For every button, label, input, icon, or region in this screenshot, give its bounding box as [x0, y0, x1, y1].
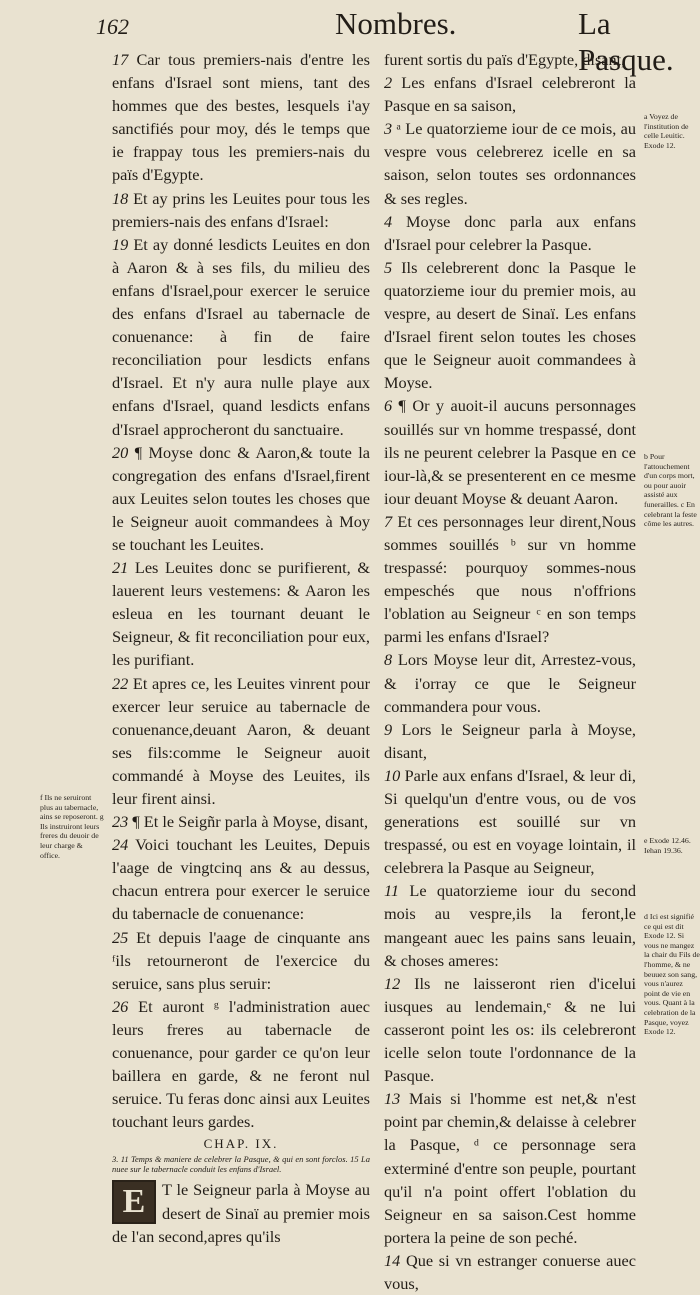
verse: 11 Le quatorzieme iour du second mois au vespre,ils la feront,le mangeant auec les pains sans leuain, & choses ameres: — [384, 881, 636, 970]
right-column — [384, 48, 636, 1295]
verse: 8 Lors Moyse leur dit, Arrestez-vous, & i'orray ce que le Seigneur commandera pour vous. — [384, 650, 636, 716]
verse: 12 Ils ne laisseront rien d'icelui iusques au lendemain,ᵉ & ne lui casseront point les os: ils celebreront icelle selon toute l'ordonnance de la Pasque. — [384, 973, 636, 1086]
dropcap-initial: E — [112, 1180, 156, 1224]
verse: furent sortis du païs d'Egypte, disant, — [384, 50, 626, 69]
chapter-heading: CHAP. IX. — [203, 1136, 279, 1152]
running-title: La Pasque. — [578, 6, 674, 77]
verse: 19 Et ay donné lesdicts Leuites en don à Aaron & à ses fils, du milieu des enfans d'Israel,pour exercer le seruice des enfans d'Israel au tabernacle de conuenance: à fin de faire reconciliation pour lesdicts enfans d'Israel. Et n'y aura nulle playe aux enfans d'Israel, quand lesdicts enfans d'Israel approcheront du sanctuaire. — [112, 234, 370, 439]
verse: 13 Mais si l'homme est net,& n'est point par chemin,& delaisse à celebrer la Pasque, ᵈ ce personnage sera exterminé d'entre son peuple, pourtant qu'il n'a point offert l'oblation du Seigneur en sa saison.Cest homme portera la peine de son peché. — [384, 1089, 636, 1247]
margin-note-right: b Pour l'attouchement d'un corps mort, ou pour auoir assisté aux funerailles. c En celebrant la feste cõme les autres. — [644, 452, 697, 529]
verse: 10 Parle aux enfans d'Israel, & leur di, Si quelqu'un d'entre vous, ou de vos generations est souillé sur vn trespassé, ou est en voyage lointain, il celebrera la Pasque au Seigneur, — [384, 765, 636, 878]
verse: 24 Voici touchant les Leuites, Depuis l'aage de vingtcinq ans & au dessus, chacun entrera pour exercer le seruice du tabernacle de conuenance: — [112, 835, 370, 924]
left-column — [112, 48, 370, 1248]
page-number: 162 — [96, 14, 129, 39]
verse: 17 Car tous premiers-nais d'entre les enfans d'Israel sont miens, tant des hommes que des bestes, lesquels i'ay sanctifiés pour moy, dés le temps que ie frappay tous les premiers-nais du païs d'Egypte. — [112, 50, 370, 185]
chapter-summary: 3. 11 Temps & maniere de celebrer la Pasque, & qui en sont forclos. 15 La nuee sur le tabernacle conduit les enfans d'Israel. — [112, 1154, 370, 1175]
margin-note-right: e Exode 12.46. Iehan 19.36. — [644, 836, 691, 855]
verse: 3 ᵃ Le quatorzieme iour de ce mois, au vespre vous celebrerez icelle en sa saison, selon toutes ses ordonnances & ses regles. — [384, 119, 636, 208]
verse: 20 ¶ Moyse donc & Aaron,& toute la congregation des enfans d'Israel,firent aux Leuites selon toutes les choses que le Seigneur auoit commandees à Moy se touchant les Leuites. — [112, 442, 370, 554]
margin-note-left: f Ils ne seruiront plus au tabernacle, ains se reposeront. g Ils instruiront leurs freres du deuoir de leur charge & office. — [40, 793, 104, 860]
verse: 23 ¶ Et le Seigñr parla à Moyse, disant, — [112, 812, 369, 832]
verse: 6 ¶ Or y auoit-il aucuns personnages souillés sur vn homme trespassé, dont ils ne peurent celebrer la Pasque en ce iour-là,& se presenterent en ce mesme iour deuant Moyse & deuant Aaron. — [384, 396, 636, 508]
verse: 18 Et ay prins les Leuites pour tous les premiers-nais des enfans d'Israel: — [112, 188, 370, 231]
book-title: Nombres. — [335, 6, 457, 41]
verse: 21 Les Leuites donc se purifierent, & lauerent leurs vestemens: & Aaron les esleua en les tournant deuant le Seigneur, & fit reconciliation pour eux, les purifiant. — [112, 558, 370, 670]
verse: 14 Que si vn estranger conuerse auec vous, — [384, 1250, 636, 1293]
verse: 26 Et auront ᵍ l'administration auec leurs freres au tabernacle de conuenance, pour garder ce qu'on leur baillera en garde, & ne feront nul seruice. Tu feras donc ainsi aux Leuites touchant leurs gardes. — [112, 996, 370, 1132]
margin-note-right: d Ici est signifié ce qui est dit Exode 12. Si vous ne mangez la chair du Fils de l'homme, & ne beuuez son sang, vous n'aurez point de vie en vous. Quant à la celebration de la Pasque, voyez Exode 12. — [644, 912, 700, 1037]
verse: 2 Les enfans d'Israel celebreront la Pasque en sa saison, — [384, 73, 636, 116]
margin-note-right: a Voyez de l'institution de celle Leuitic. Exode 12. — [644, 112, 689, 150]
chapter-opening: E T le Seigneur parla à Moyse au desert de Sinaï au premier mois de l'an second,apres qu'ils — [112, 1180, 370, 1246]
verse: 22 Et apres ce, les Leuites vinrent pour exercer leur seruice au tabernacle de conuenance,deuant Aaron, & deuant ses fils:comme le Seigneur auoit commandé à Moyse des Leuites, ils leur firent ainsi. — [112, 673, 371, 808]
verse: 4 Moyse donc parla aux enfans d'Israel pour celebrer la Pasque. — [384, 211, 636, 254]
verse: 7 Et ces personnages leur dirent,Nous sommes souillés ᵇ sur vn homme trespassé: pourquoy sommes-nous empeschés que nous n'offrions l'oblation au Seigneur ᶜ en son temps parmi les enfans d'Israel? — [384, 511, 636, 647]
verse: 9 Lors le Seigneur parla à Moyse, disant, — [384, 719, 636, 762]
verse: 25 Et depuis l'aage de cinquante ans ᶠils retourneront de l'exercice du seruice, sans plus seruir: — [112, 927, 370, 993]
verse: 5 Ils celebrerent donc la Pasque le quatorzieme iour du premier mois, au vespre, au desert de Sinaï. Les enfans d'Israel firent selon toutes les choses que le Seigneur auoit commandees à Moyse. — [384, 257, 636, 393]
